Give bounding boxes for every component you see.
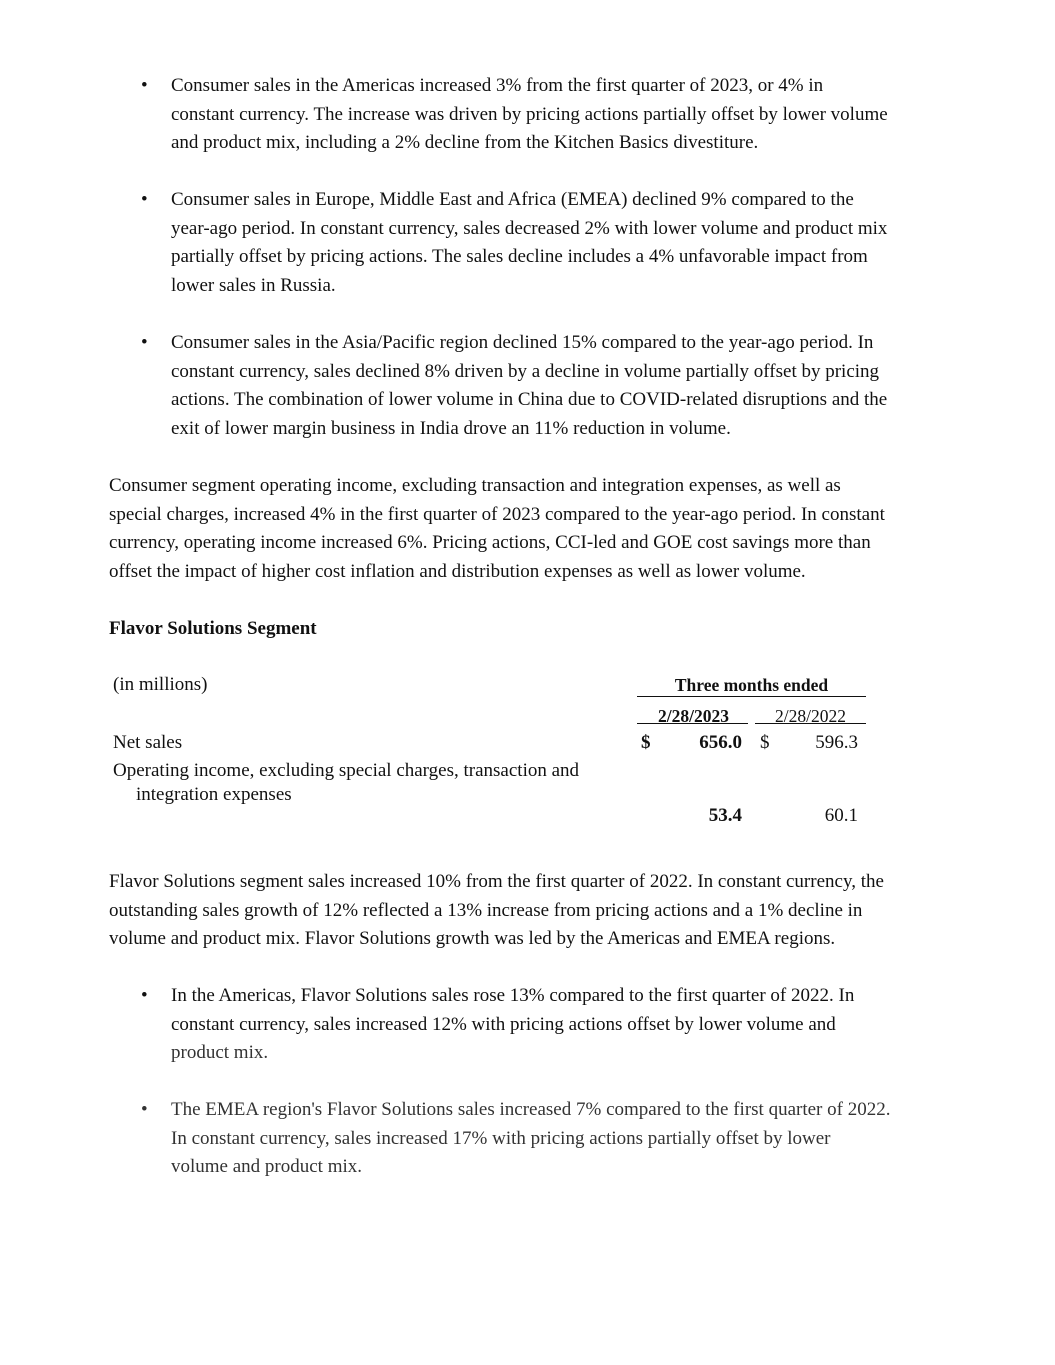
net-sales-value-current: 656.0 [699, 732, 742, 753]
consumer-bullet-asia-pacific [141, 329, 971, 443]
paragraph-line: Flavor Solutions segment sales increased 10% from the first quarter of 2022. In constant currency, the [109, 871, 884, 892]
consumer-bullet-emea [141, 186, 971, 300]
net-sales-label: Net sales [113, 732, 183, 753]
consumer-operating-income-paragraph [109, 472, 969, 586]
flavor-solutions-paragraph [109, 868, 969, 954]
bullet-line: constant currency, sales increased 12% with pricing actions offset by lower volume and [171, 1013, 836, 1035]
bullet-line: The EMEA region's Flavor Solutions sales increased 7% compared to the first quarter of 2022. [171, 1099, 891, 1120]
bullet-line: In constant currency, sales increased 17% with pricing actions partially offset by lower [171, 1127, 831, 1149]
units-label: (in millions) [113, 674, 208, 695]
net-sales-currency-current: $ [641, 732, 651, 753]
operating-income-value-prior: 60.1 [824, 805, 858, 826]
column-header-current: 2/28/2023 [658, 706, 729, 726]
bullet-marker: • [141, 1099, 148, 1120]
bullet-line: Consumer sales in Europe, Middle East and Africa (EMEA) declined 9% compared to the [171, 189, 854, 210]
paragraph-line: offset the impact of higher cost inflation and distribution expenses as well as lower volume. [109, 560, 806, 582]
bullet-line: constant currency, sales declined 8% driven by a decline in volume partially offset by pricing [171, 360, 880, 382]
flavor-bullet-americas [141, 982, 971, 1068]
paragraph-line: currency, operating income increased 6%. Pricing actions, CCI-led and GOE cost savings more than [109, 532, 871, 554]
bullet-line: constant currency. The increase was driven by pricing actions partially offset by lower volume [171, 103, 888, 125]
bullet-line: product mix. [171, 1042, 269, 1064]
period-header: Three months ended [674, 675, 829, 695]
bullet-line: actions. The combination of lower volume in China due to COVID-related disruptions and the [171, 389, 888, 411]
operating-income-label [113, 759, 643, 807]
bullet-line: partially offset by pricing actions. The sales decline includes a 4% unfavorable impact from [171, 246, 868, 268]
bullet-line: Consumer sales in the Americas increased 3% from the first quarter of 2023, or 4% in [171, 75, 824, 96]
flavor-bullet-emea [141, 1096, 971, 1182]
column-header-current-rule [637, 723, 748, 724]
bullet-marker: • [141, 332, 148, 353]
bullet-line: lower sales in Russia. [171, 274, 336, 296]
net-sales-currency-prior: $ [760, 732, 770, 753]
paragraph-line: special charges, increased 4% in the first quarter of 2023 compared to the year-ago period. In constant [109, 503, 885, 525]
bullet-line: exit of lower margin business in India drove an 11% reduction in volume. [171, 417, 731, 439]
paragraph-line: Consumer segment operating income, excluding transaction and integration expenses, as well as [109, 475, 841, 496]
bullet-line: Consumer sales in the Asia/Pacific region declined 15% compared to the year-ago period. In [171, 332, 874, 353]
consumer-bullet-americas [141, 72, 971, 158]
operating-income-label-line1: Operating income, excluding special charges, transaction and [113, 760, 580, 781]
bullet-line: year-ago period. In constant currency, sales decreased 2% with lower volume and product mix [171, 217, 888, 239]
period-header-rule [637, 696, 866, 697]
flavor-solutions-heading: Flavor Solutions Segment [109, 618, 317, 639]
paragraph-line: outstanding sales growth of 12% reflected a 13% increase from pricing actions and a 1% decline in [109, 899, 863, 921]
bullet-marker: • [141, 985, 148, 1006]
column-header-prior: 2/28/2022 [775, 706, 846, 726]
bullet-marker: • [141, 75, 148, 96]
bullet-line: volume and product mix. [171, 1156, 363, 1178]
bullet-line: and product mix, including a 2% decline from the Kitchen Basics divestiture. [171, 132, 759, 154]
operating-income-value-current: 53.4 [708, 805, 742, 826]
paragraph-line: volume and product mix. Flavor Solutions growth was led by the Americas and EMEA regions. [109, 928, 836, 950]
column-header-prior-rule [755, 723, 866, 724]
net-sales-value-prior: 596.3 [815, 732, 858, 753]
bullet-line: In the Americas, Flavor Solutions sales rose 13% compared to the first quarter of 2022. In [171, 985, 855, 1006]
operating-income-label-line2: integration expenses [136, 784, 292, 805]
bullet-marker: • [141, 189, 148, 210]
